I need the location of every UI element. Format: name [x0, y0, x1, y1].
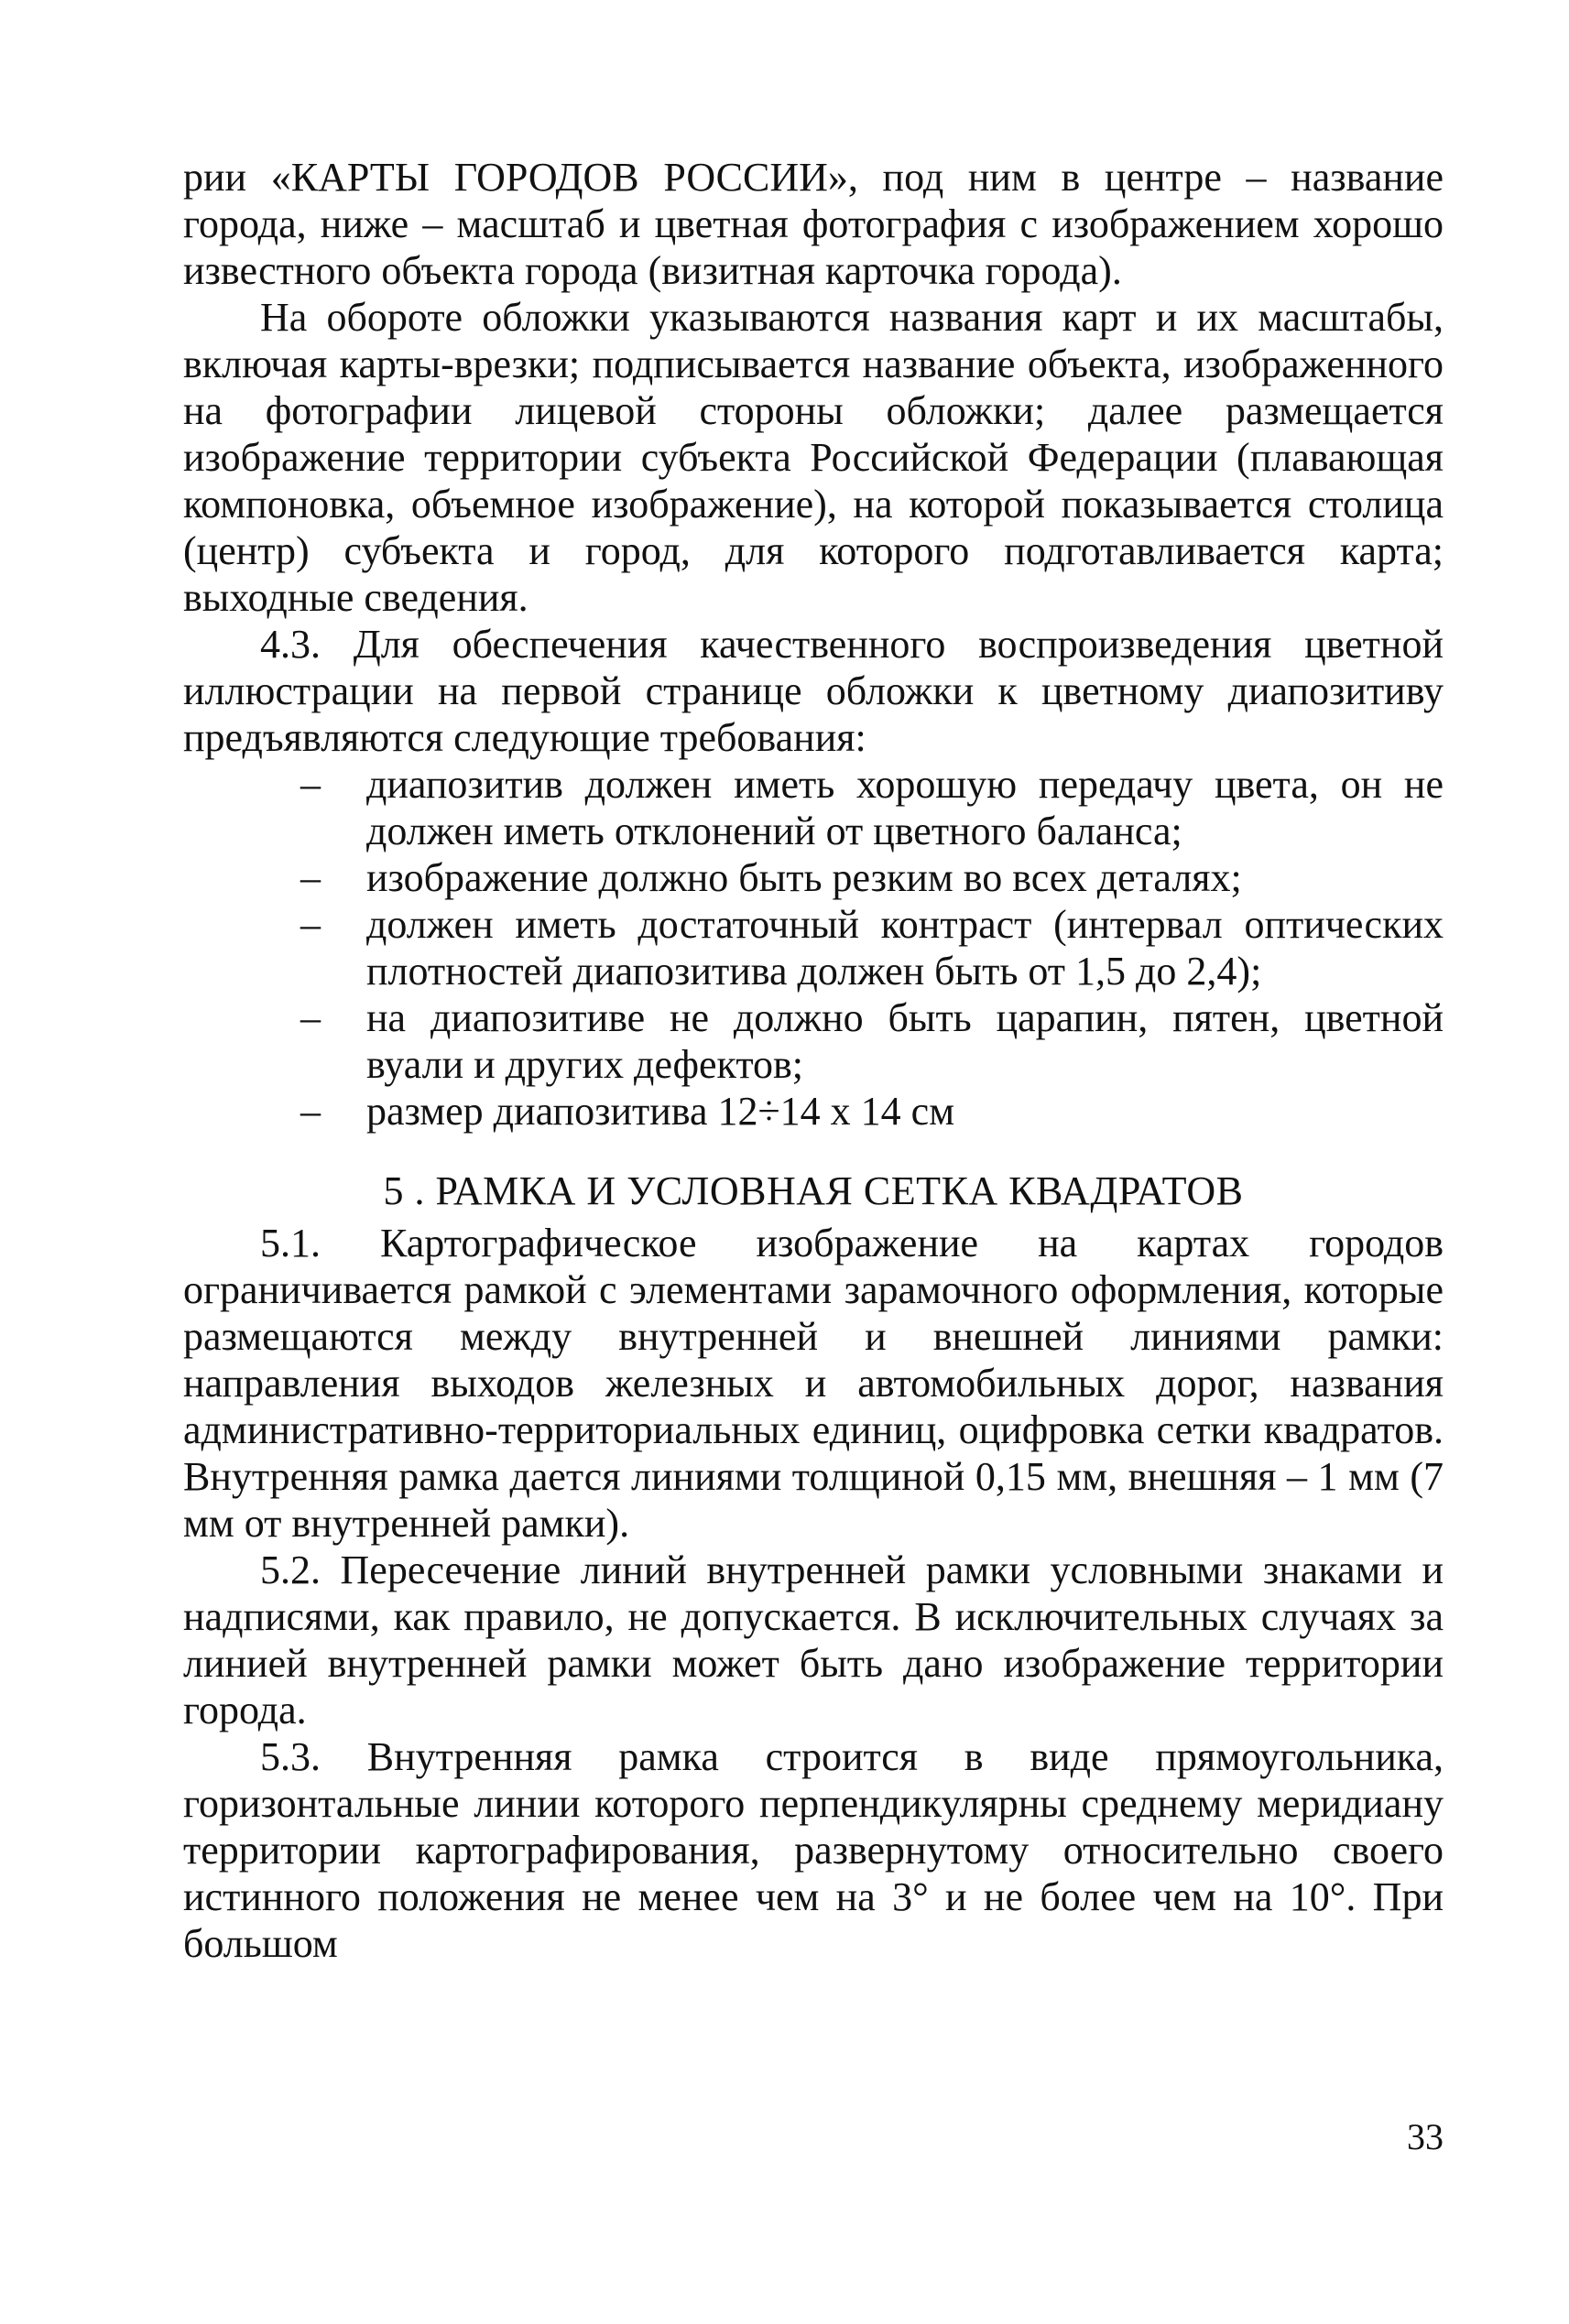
- paragraph-continuation: рии «КАРТЫ ГОРОДОВ РОССИИ», под ним в центре – название города, ниже – масштаб и цветная фотография с изображением хорошо известного объекта города (визитная карточка города).: [183, 155, 1444, 293]
- dash-marker: –: [300, 762, 321, 807]
- paragraph-5-1: 5.1. Картографическое изображение на картах городов ограничивается рамкой с элементами зарамочного оформления, которые размещаются между внутренней и внешней линиями рамки: направления выходов железных и автомобильных дорог, названия административно-территориальных единиц, оцифровка сетки квадратов. Внутренняя рамка дается линиями толщиной 0,15 мм, внешняя – 1 мм (7 мм от внутренней рамки).: [183, 1221, 1444, 1546]
- dash-marker: –: [300, 902, 321, 947]
- dash-marker: –: [300, 995, 321, 1040]
- paragraph-5-2: 5.2. Пересечение линий внутренней рамки условными знаками и надписями, как правило, не допускается. В исключительных случаях за линией внутренней рамки может быть дано изображение территории города.: [183, 1548, 1444, 1732]
- paragraph-5-3: 5.3. Внутренняя рамка строится в виде прямоугольника, горизонтальные линии которого перпендикулярны среднему меридиану территории картографирования, развернутому относительно своего истинного положения не менее чем на 3° и не более чем на 10°. При большом: [183, 1734, 1444, 1966]
- paragraph-4-3: 4.3. Для обеспечения качественного воспроизведения цветной иллюстрации на первой странице обложки к цветному диапозитиву предъявляются следующие требования:: [183, 622, 1444, 760]
- dash-marker: –: [300, 855, 321, 900]
- requirements-list: [183, 761, 1444, 1135]
- page-body: [183, 154, 1444, 1967]
- page-number: 33: [1407, 2116, 1444, 2157]
- list-item-text: размер диапозитива 12÷14 х 14 см: [366, 1089, 955, 1134]
- list-item-text: диапозитив должен иметь хорошую передачу цвета, он не должен иметь отклонений от цветного баланса;: [366, 762, 1444, 853]
- dash-marker: –: [300, 1089, 321, 1134]
- list-item: [183, 761, 1444, 854]
- paragraph-cover-back: На обороте обложки указываются названия карт и их масштабы, включая карты-врезки; подписывается название объекта, изображенного на фотографии лицевой стороны обложки; далее размещается изображение территории субъекта Российской Федерации (плавающая компоновка, объемное изображение), на которой показывается столица (центр) субъекта и город, для которого подготавливается карта; выходные сведения.: [183, 295, 1444, 620]
- list-item: [183, 1088, 1444, 1135]
- list-item: [183, 901, 1444, 994]
- list-item-text: должен иметь достаточный контраст (интервал оптических плотностей диапозитива должен быть от 1,5 до 2,4);: [366, 902, 1444, 994]
- list-item-text: изображение должно быть резким во всех деталях;: [366, 855, 1242, 900]
- list-item: [183, 854, 1444, 901]
- list-item: [183, 994, 1444, 1088]
- list-item-text: на диапозитиве не должно быть царапин, пятен, цветной вуали и других дефектов;: [366, 995, 1444, 1087]
- section-heading: 5 . РАМКА И УСЛОВНАЯ СЕТКА КВАДРАТОВ: [383, 1168, 1244, 1213]
